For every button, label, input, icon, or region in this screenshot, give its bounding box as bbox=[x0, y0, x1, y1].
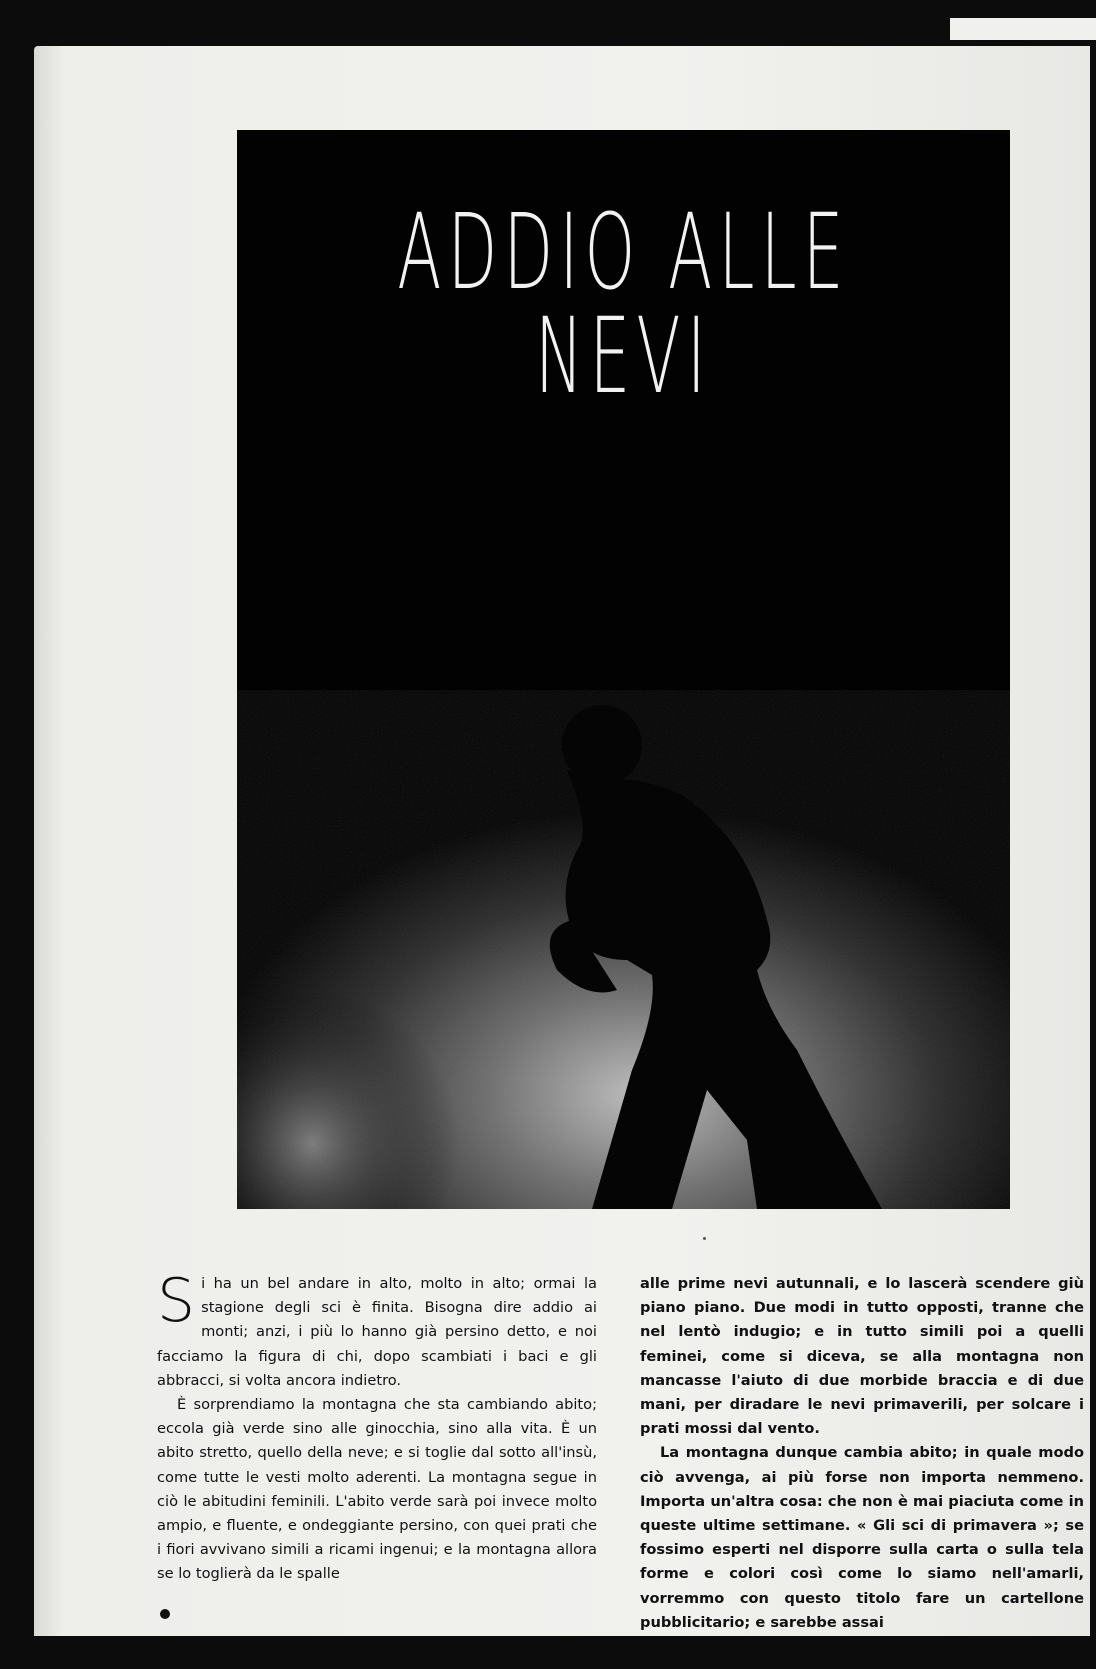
paragraph bbox=[157, 1266, 597, 1393]
divider-dot bbox=[703, 1237, 706, 1240]
article-photo bbox=[237, 130, 1010, 1209]
left-column bbox=[157, 1266, 597, 1587]
article-title: ADDIO ALLE NEVI bbox=[397, 191, 850, 417]
paragraph: alle prime nevi autunnali, e lo lascerà scendere giù piano piano. Due modi in tutto opposti, tranne che nel lentò indugio; e in tutto simili poi a quelli feminei, come si diceva, se alla montagna non mancasse l'aiuto di due morbide braccia e di due mani, per diradare le nevi primaverili, per solcare i prati mossi dal vento. bbox=[640, 1275, 1084, 1438]
page-marker bbox=[160, 1606, 170, 1622]
paragraph-text: i ha un bel andare in alto, molto in alto; ormai la stagione degli sci è finita. Bisogna dire addio ai monti; anzi, i più lo hanno già persino detto, e noi facciamo la figura di chi, dopo scambiati i baci e gli abbracci, si volta ancora indietro. bbox=[157, 1275, 597, 1389]
paragraph: La montagna dunque cambia abito; in quale modo ciò avvenga, ai più forse non importa nemmeno. Importa un'altra cosa: che non è mai piaciuta come in queste ultime settimane. « Gli sci di primavera »; se fossimo esperti nel disporre sulla carta o sulla tela forme e colori così come lo siamo nell'amarli, vorremmo con questo titolo fare un cartellone pubblicitario; e sarebbe assai bbox=[640, 1444, 1084, 1631]
paragraph: È sorprendiamo la montagna che sta cambiando abito; eccola già verde sino alle ginocchia, sino alla vita. È un abito stretto, quello della neve; e si toglie dal sotto all'insù, come tutte le vesti molto aderenti. La montagna segue in ciò le abitudini feminili. L'abito verde sarà poi invece molto ampio, e fluente, e ondeggiante persino, con quei prati che i fiori avvivano simili a ricami ingenui; e la montagna allora se lo toglierà da le spalle bbox=[157, 1396, 597, 1583]
page-edge-strip bbox=[950, 18, 1096, 40]
drop-cap: S bbox=[157, 1266, 196, 1336]
right-column bbox=[640, 1272, 1084, 1635]
